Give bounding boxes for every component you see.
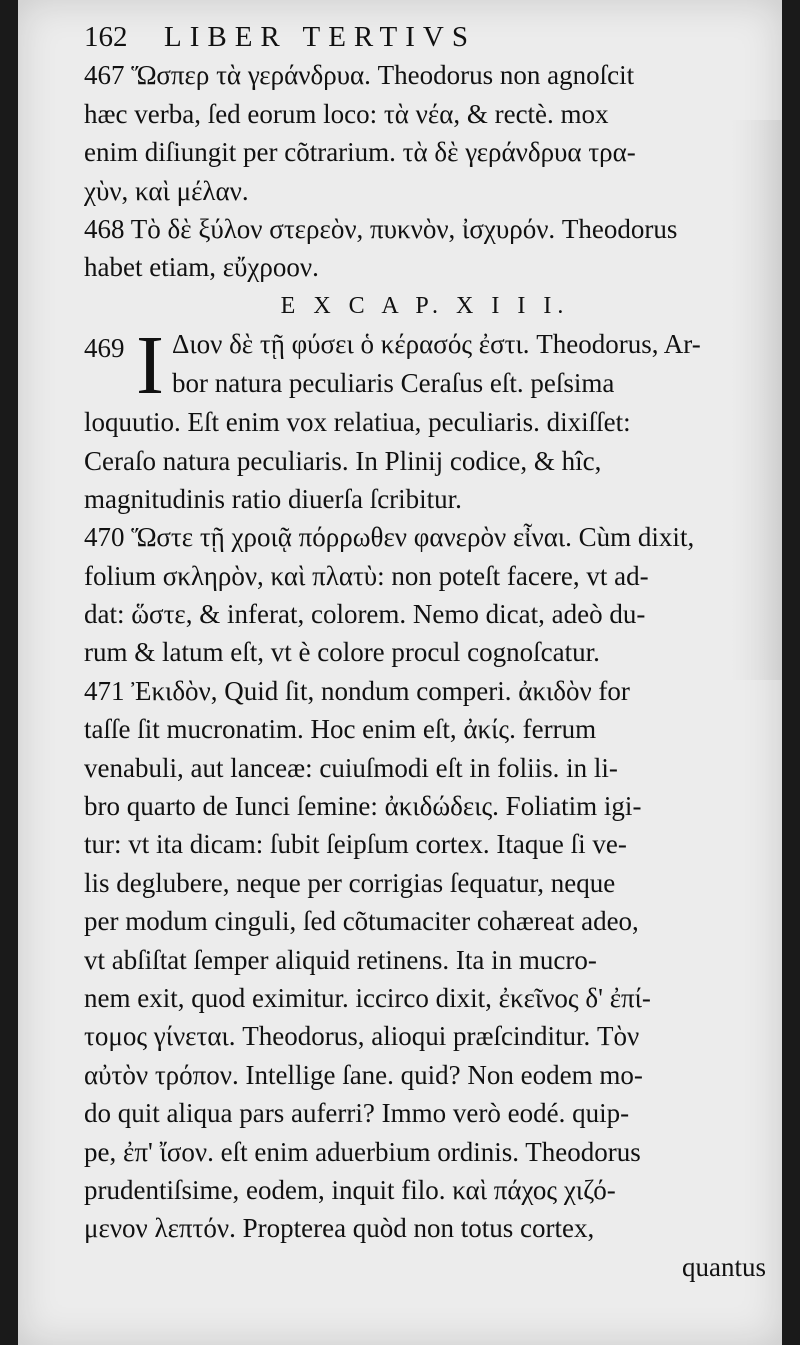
section-heading: E X C A P. X I I I. xyxy=(280,292,570,319)
text-line: bro quarto de Iunci ſemine: ἀκιδώδεις. Foliatim igi- xyxy=(84,791,642,822)
text-line: Ceraſo natura peculiaris. In Plinij codice, & hîc, xyxy=(84,445,602,476)
text-line: αὐτὸν τρόπον. Intellige ſane. quid? Non eodem mo- xyxy=(84,1059,643,1090)
page-text xyxy=(84,18,766,1286)
text-line: 471 Ἐκιδὸν, Quid ſit, nondum comperi. ἀκιδὸν for xyxy=(84,675,630,706)
text-line: per modum cinguli, ſed cõtumaciter cohæreat adeo, xyxy=(84,906,639,937)
text-line: tur: vt ita dicam: ſubit ſeipſum cortex. Itaque ſi ve- xyxy=(84,829,627,860)
text-line: magnitudinis ratio diuerſa ſcribitur. xyxy=(84,483,462,514)
text-line: 468 Τὸ δὲ ξύλον στερεὸν, πυκνὸν, ἰσχυρόν. Theodorus xyxy=(84,213,678,244)
text-line: dat: ὥστε, & inferat, colorem. Nemo dicat, adeò du- xyxy=(84,599,646,630)
running-title: LIBER TERTIVS xyxy=(164,21,476,53)
text-line: pe, ἐπ' ἴσον. eſt enim aduerbium ordinis. Theodorus xyxy=(84,1136,641,1167)
paragraph-469 xyxy=(84,319,766,413)
text-line: prudentiſsime, eodem, inquit filo. καὶ πάχος χιζό- xyxy=(84,1174,616,1205)
text-line: bor natura peculiaris Ceraſus eſt. peſsima xyxy=(171,367,615,398)
text-line: hæc verba, ſed eorum loco: τὰ νέα, & rectè. mox xyxy=(84,98,609,129)
text-line: rum & latum eſt, vt è colore procul cognoſcatur. xyxy=(84,637,600,668)
text-line: 467 Ὥσπερ τὰ γεράνδρυα. Theodorus non agnoſcit xyxy=(84,60,635,91)
text-line: do quit aliqua pars auferri? Immo verò eodé. quip- xyxy=(84,1098,630,1129)
drop-cap-initial: I xyxy=(136,319,164,413)
text-line: vt abſiſtat ſemper aliquid retinens. Ita in mucro- xyxy=(84,944,597,975)
text-line: μενον λεπτόν. Propterea quòd non totus cortex, xyxy=(84,1213,595,1244)
text-line: Διον δὲ τῇ φύσει ὁ κέρασός ἐστι. Theodorus, Ar- xyxy=(171,329,701,360)
catchword: quantus xyxy=(682,1251,766,1282)
text-line: nem exit, quod eximitur. iccirco dixit, ἐκεῖνος δ' ἐπί- xyxy=(84,982,651,1013)
text-line: lis deglubere, neque per corrigias ſequatur, neque xyxy=(84,867,616,898)
text-line: loquutio. Eſt enim vox relatiua, peculiaris. dixiſſet: xyxy=(84,407,631,438)
page-number: 162 xyxy=(84,21,128,53)
text-line: 470 Ὥστε τῇ χροιᾷ πόρρωθεν φανερὸν εἶναι. Cùm dixit, xyxy=(84,522,695,553)
text-line: folium σκληρὸν, καὶ πλατὺ: non poteſt facere, vt ad- xyxy=(84,560,649,591)
text-line: venabuli, aut lanceæ: cuiuſmodi eſt in foliis. in li- xyxy=(84,752,618,783)
text-line: taſſe ſit mucronatim. Hoc enim eſt, ἀκίς. ferrum xyxy=(84,714,597,745)
text-line: enim diſiungit per cõtrarium. τὰ δὲ γεράνδρυα τρα- xyxy=(84,137,636,168)
text-line: χὺν, καὶ μέλαν. xyxy=(84,175,249,206)
paragraph-number: 469 xyxy=(84,333,125,364)
text-line: τομος γίνεται. Theodorus, alioqui præſcinditur. Τὸν xyxy=(84,1021,640,1052)
book-page xyxy=(18,0,782,1345)
text-line: habet etiam, εὔχροον. xyxy=(84,252,319,283)
running-header xyxy=(84,18,766,56)
